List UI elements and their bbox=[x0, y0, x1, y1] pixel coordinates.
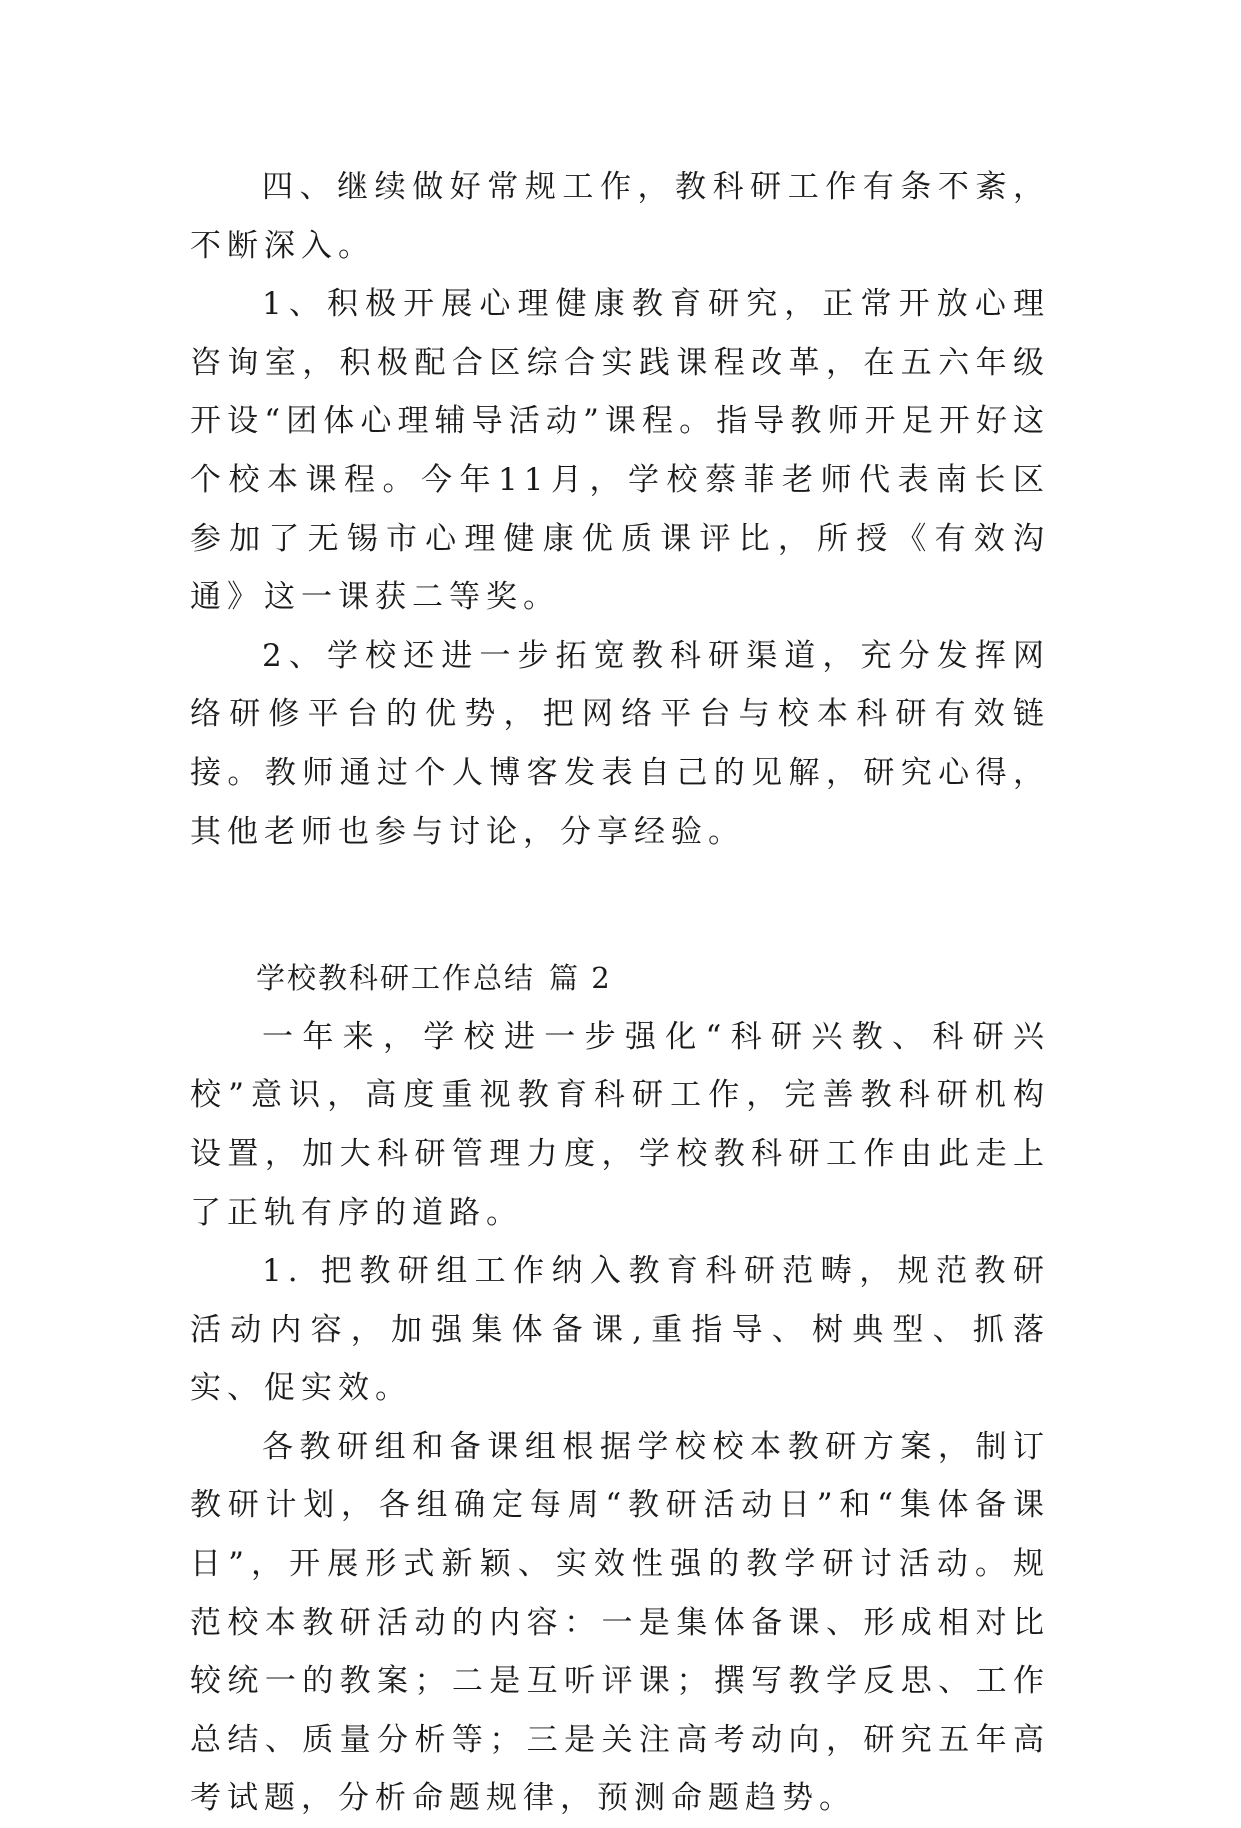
article-part-label: 篇 2 bbox=[549, 961, 612, 996]
body-paragraph: 各教研组和备课组根据学校校本教研方案，制订教研计划，各组确定每周“教研活动日”和“集体备课日”，开展形式新颖、实效性强的教学研讨活动。规范校本教研活动的内容：一是集体备课、形成相对比较统一的教案；二是互听评课；撰写教学反思、工作总结、质量分析等；三是关注高考动向，研究五年高考试题，分析命题规律，预测命题趋势。 bbox=[190, 1428, 1050, 1817]
body-paragraph: 1、积极开展心理健康教育研究，正常开放心理咨询室，积极配合区综合实践课程改革，在五六年级开设“团体心理辅导活动”课程。指导教师开足开好这个校本课程。今年11月，学校蔡菲老师代表南长区参加了无锡市心理健康优质课评比，所授《有效沟通》这一课获二等奖。 bbox=[190, 286, 1050, 616]
body-paragraph: 一年来，学校进一步强化“科研兴教、科研兴校”意识，高度重视教育科研工作，完善教科研机构设置，加大科研管理力度，学校教科研工作由此走上了正轨有序的道路。 bbox=[190, 1018, 1050, 1231]
body-paragraph: 1. 把教研组工作纳入教育科研范畴，规范教研活动内容，加强集体备课,重指导、树典型、抓落实、促实效。 bbox=[190, 1253, 1050, 1407]
section-heading-paragraph: 四、继续做好常规工作，教科研工作有条不紊，不断深入。 bbox=[190, 169, 1050, 264]
section-spacer bbox=[190, 861, 1050, 949]
body-paragraph: 2、学校还进一步拓宽教科研渠道，充分发挥网络研修平台的优势，把网络平台与校本科研有效链接。教师通过个人博客发表自己的见解，研究心得，其他老师也参与讨论，分享经验。 bbox=[190, 637, 1050, 850]
document-page bbox=[190, 158, 1050, 1828]
article-title-text: 学校教科研工作总结 bbox=[256, 961, 536, 996]
article-title bbox=[190, 949, 1050, 1008]
